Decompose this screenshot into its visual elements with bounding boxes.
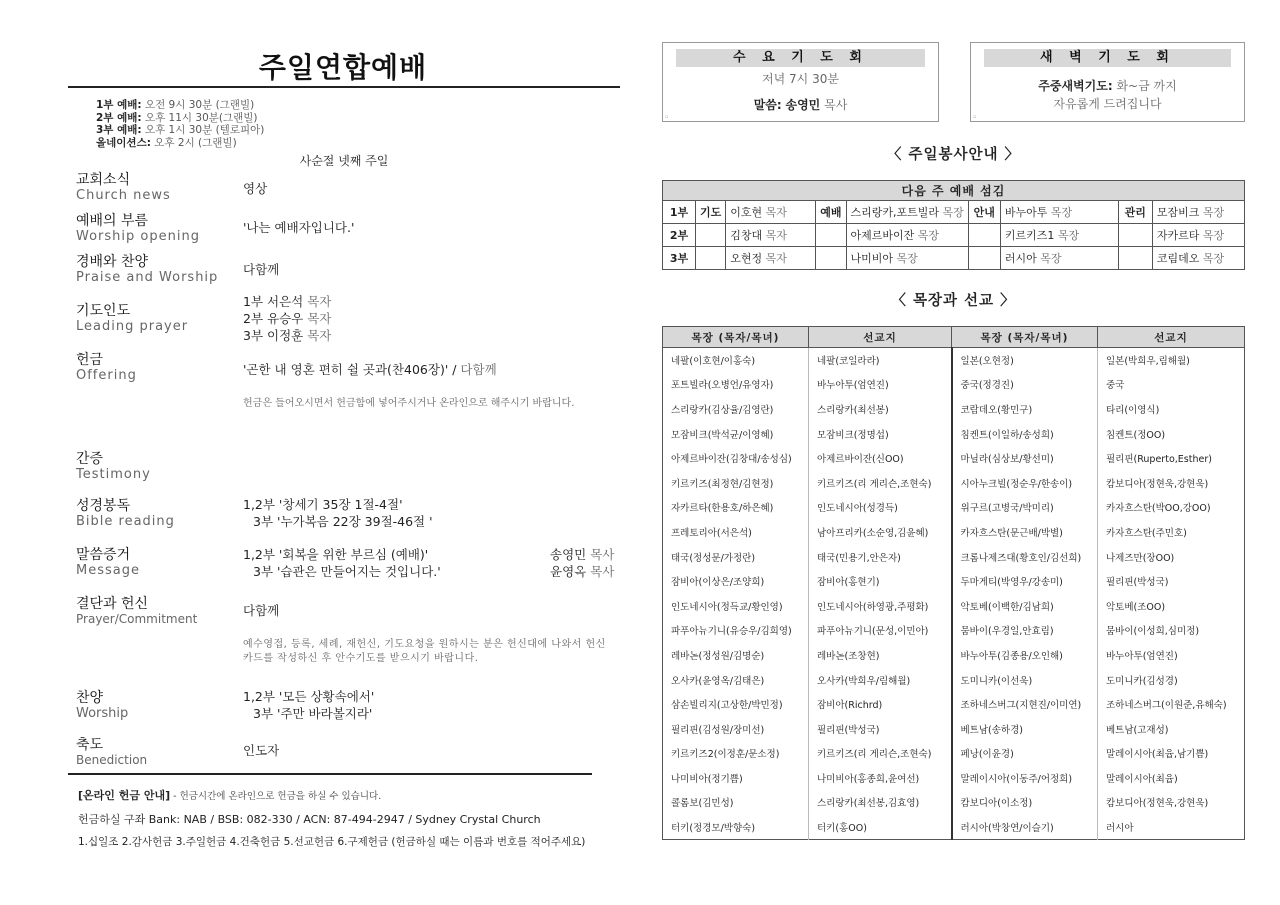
- preacher-name: 윤영옥: [550, 564, 587, 579]
- item-title-ko: 예배의 부름: [76, 213, 149, 229]
- mission-field-cell: 레바논(조창현): [809, 643, 952, 668]
- item-title-ko: 결단과 헌신: [76, 596, 149, 612]
- mission-field-cell: 나미비아(홍종희,윤여선): [809, 766, 952, 791]
- service-time-3: [96, 124, 264, 137]
- online-offering-label: [온라인 헌금 안내]: [78, 789, 171, 802]
- hymn-title-1: 1,2부 '모든 상황속에서': [243, 689, 375, 704]
- empty-cell: [816, 224, 846, 247]
- service-schedule-table: [662, 180, 1245, 270]
- service-time-4: [96, 137, 264, 150]
- service-time-value: 오후 2시 (그랜빌): [154, 136, 237, 149]
- role-usher: 안내: [968, 201, 1000, 224]
- mission-field-cell: 바누아투(엄연진): [809, 372, 952, 397]
- mission-header-row: [663, 327, 1245, 348]
- server-name: 오현정: [730, 252, 763, 265]
- prayer-leader: [243, 327, 331, 344]
- worship-server: [846, 224, 968, 247]
- preacher-title: 목사: [590, 564, 615, 579]
- mission-table-body: [663, 348, 1245, 840]
- mission-field-cell: 오사카(박희우/림해월): [809, 667, 952, 692]
- corner-mark: ▫: [665, 114, 669, 120]
- service-time-label: 올네이션스:: [96, 136, 151, 149]
- prayer-leader: [243, 310, 331, 327]
- wednesday-speaker: [663, 96, 938, 113]
- table-row: [663, 593, 1245, 618]
- dawn-prayer-days: 화~금 까지: [1116, 79, 1177, 93]
- service-time-value: 오후 11시 30분(그랜빌): [144, 111, 258, 124]
- service-time-value: 오전 9시 30분 (그랜빌): [144, 99, 255, 111]
- mission-field-cell: 잠비아(홍현기): [809, 569, 952, 594]
- service-times: [96, 99, 264, 149]
- group-cell: 포트빌라(오병언/유영자): [663, 372, 809, 397]
- group-cell: 나미비아(정기쁨): [663, 766, 809, 791]
- server-title: 목장: [942, 206, 964, 219]
- table-row: [663, 495, 1245, 520]
- service-time-label: 3부 예배:: [96, 124, 142, 136]
- service-part: 1부: [663, 201, 696, 224]
- service-row: [663, 201, 1245, 224]
- service-time-1: [96, 99, 264, 112]
- mission-field-cell: 키르키즈(리 게리슨,조현숙): [809, 470, 952, 495]
- group-cell: 콜롬보(김민성): [663, 790, 809, 815]
- sermon-titles: [243, 546, 441, 580]
- mission-field-cell: 타리(이영식): [1106, 404, 1160, 416]
- usher-server: [1000, 201, 1118, 224]
- mission-field-cell: 남아프리카(소순영,김윤혜): [809, 520, 952, 545]
- group-cell: 스리랑카(김상율/김영란): [663, 397, 809, 422]
- bible-passage-1: 1,2부 '창세기 35장 1절-4절': [243, 497, 403, 512]
- group-cell: 침켄트(이일하/송성희): [952, 421, 1098, 446]
- server-title: 목장: [1050, 206, 1073, 219]
- table-row: [663, 618, 1245, 643]
- server-title: 목자: [765, 229, 787, 242]
- order-item-opening: [76, 213, 200, 244]
- order-item-hymn: [76, 690, 128, 721]
- order-item-prayer: [76, 303, 188, 334]
- offering-hymn: [243, 361, 497, 378]
- group-cell: 도미니카(이선욱): [952, 667, 1098, 692]
- table-row: [663, 643, 1245, 668]
- prayer-server: [726, 201, 816, 224]
- mission-field-cell: 바누아투(엄연진): [1106, 650, 1178, 662]
- server-title: 목장: [1202, 252, 1225, 265]
- preacher-1: [550, 546, 614, 563]
- mission-field-cell: 파푸아뉴기니(문성,이민아): [809, 618, 952, 643]
- server-title: 목장: [1040, 252, 1062, 265]
- sermon-title-1: 1,2부 '회복을 위한 부르심 (예배)': [243, 547, 429, 562]
- item-title-en: Worship opening: [76, 229, 200, 244]
- mission-field-cell: 말레이시아(최윱,남기쁨): [1106, 749, 1209, 761]
- order-item-offering: [76, 352, 137, 383]
- group-cell: 캄보디아(이소정): [952, 790, 1098, 815]
- speaker-label: 말씀:: [753, 98, 782, 112]
- dawn-prayer-box: [970, 42, 1245, 122]
- group-cell: 인도네시아(정득교/황인영): [663, 593, 809, 618]
- mission-field-cell: 나제즈만(장OO): [1106, 552, 1175, 564]
- mission-field-cell: 필리핀(박성국): [809, 716, 952, 741]
- item-title-en: Testimony: [76, 467, 151, 482]
- prayer-server: [726, 224, 816, 247]
- leader-name: 1부 서은석: [243, 294, 304, 309]
- mission-field-cell: 카자흐스탄(주민호): [1106, 527, 1187, 539]
- leader-title: 목자: [307, 294, 332, 309]
- mission-field-cell: 인도네시아(성경득): [809, 495, 952, 520]
- sermon-title-2: 3부 '습관은 만들어지는 것입니다.': [253, 564, 441, 579]
- mission-field-cell: 침켄트(정OO): [1106, 429, 1166, 441]
- table-row: [663, 790, 1245, 815]
- table-row: [663, 446, 1245, 471]
- commitment-content: 다함께: [243, 603, 280, 618]
- group-cell: 오사카(윤영옥/김태은): [663, 667, 809, 692]
- service-part: 3부: [663, 247, 696, 270]
- mission-field-cell: 필리핀(Ruperto,Esther): [1106, 454, 1212, 466]
- item-title-ko: 기도인도: [76, 303, 131, 319]
- preachers: [550, 546, 614, 580]
- item-title-ko: 말씀증거: [76, 547, 131, 563]
- empty-cell: [696, 247, 726, 270]
- service-row: [663, 247, 1245, 270]
- mission-field-cell: 잠비아(Richrd): [809, 692, 952, 717]
- mission-field-cell: 뭄바이(이성희,심미정): [1106, 626, 1200, 638]
- role-manager: 관리: [1118, 201, 1152, 224]
- liturgical-season: 사순절 넷째 주일: [299, 154, 389, 168]
- item-title-ko: 교회소식: [76, 172, 131, 188]
- item-title-ko: 헌금: [76, 352, 104, 368]
- server-name: 자카르타: [1156, 229, 1200, 242]
- group-cell: 일본(오현정): [952, 348, 1098, 373]
- group-cell: 뭄바이(우경일,안효림): [952, 618, 1098, 643]
- hymn-titles: [243, 688, 374, 722]
- dawn-prayer-note: 자유롭게 드려집니다: [1053, 97, 1162, 111]
- leader-title: 목자: [307, 328, 332, 343]
- wednesday-prayer-box: [662, 42, 939, 122]
- group-cell: 조하네스버그(지현진/이미연): [952, 692, 1098, 717]
- worship-server: [846, 201, 968, 224]
- item-title-en: Offering: [76, 368, 137, 383]
- mission-field-cell: 중국: [1106, 380, 1125, 392]
- group-cell: 베트남(송하경): [952, 716, 1098, 741]
- mission-field-cell: 도미니카(김성경): [1106, 675, 1178, 687]
- group-cell: 위구르(고병국/박미리): [952, 495, 1098, 520]
- mission-field-cell: 카자흐스탄(박OO,강OO): [1106, 503, 1211, 515]
- group-cell: 마닐라(심상보/황선미): [952, 446, 1098, 471]
- server-title: 목장: [917, 229, 940, 242]
- praise-content: 다함께: [243, 262, 280, 277]
- mission-section-title: 〈 목장과 선교 〉: [891, 293, 1016, 309]
- item-title-en: Benediction: [76, 753, 148, 767]
- usher-server: [1000, 247, 1118, 270]
- group-cell: 러시아(박창연/이슬기): [952, 815, 1098, 840]
- order-item-praise: [76, 254, 218, 285]
- table-row: [663, 470, 1245, 495]
- bible-passage-2: 3부 '누가복음 22장 39절-46절 ': [253, 514, 433, 529]
- leader-name: 2부 유승우: [243, 311, 304, 326]
- group-cell: 모잠비크(박석균/이영혜): [663, 421, 809, 446]
- mission-field-cell: 인도네시아(하영광,주평화): [809, 593, 952, 618]
- group-cell: 태국(정성문/가정란): [663, 544, 809, 569]
- benediction-content: 인도자: [243, 743, 280, 758]
- server-name: 이호현: [730, 206, 763, 219]
- mission-field-cell: 캄보디아(정현욱,강현욱): [1106, 478, 1209, 490]
- item-title-en: Bible reading: [76, 514, 175, 529]
- empty-cell: [968, 247, 1000, 270]
- item-title-ko: 간증: [76, 451, 104, 467]
- group-cell: 레바논(정성원/김명순): [663, 643, 809, 668]
- group-cell: 터키(정경모/박향숙): [663, 815, 809, 840]
- item-title-en: Leading prayer: [76, 319, 189, 334]
- server-name: 김창대: [730, 229, 763, 242]
- item-title-ko: 경배와 찬양: [76, 254, 149, 270]
- column-header: 선교지: [1098, 327, 1245, 348]
- table-row: [663, 815, 1245, 840]
- empty-cell: [1118, 224, 1152, 247]
- server-title: 목자: [765, 206, 787, 219]
- empty-cell: [968, 224, 1000, 247]
- corner-mark: ▫: [973, 114, 977, 120]
- page-title: 주일연합예배: [258, 51, 428, 84]
- dawn-prayer-title: 새 벽 기 도 회: [984, 49, 1231, 67]
- offering-who: 다함께: [460, 362, 497, 377]
- service-time-label: 2부 예배:: [96, 111, 142, 124]
- item-title-en: Praise and Worship: [76, 270, 219, 285]
- speaker-name: 송영민: [785, 98, 821, 112]
- usher-server: [1000, 224, 1118, 247]
- group-cell: 아제르바이잔(김창대/송성심): [663, 446, 809, 471]
- group-cell: 코람데오(황민구): [952, 397, 1098, 422]
- server-name: 바누아투: [1004, 206, 1048, 219]
- server-title: 목자: [765, 252, 787, 265]
- offering-hymn-title: '곤한 내 영혼 편히 쉴 곳과(찬406장)' /: [243, 362, 457, 377]
- group-cell: 네팔(이호현/이홍숙): [663, 348, 809, 373]
- offering-note: 헌금은 들어오시면서 헌금함에 넣어주시거나 온라인으로 해주시기 바랍니다.: [243, 398, 575, 409]
- worship-server: [846, 247, 968, 270]
- mission-field-cell: 키르키즈(리 게리슨,조현숙): [809, 741, 952, 766]
- order-item-news: [76, 172, 171, 203]
- opening-content: '나는 예배자입니다.': [243, 220, 355, 235]
- bible-passages: [243, 496, 433, 530]
- group-cell: 바누아투(김종용/오인해): [952, 643, 1098, 668]
- group-cell: 악토베(이백한/김남희): [952, 593, 1098, 618]
- mission-field-cell: 스리랑카(최선봉): [809, 397, 952, 422]
- leader-name: 3부 이정훈: [243, 328, 304, 343]
- bank-account-info: 헌금하실 구좌 Bank: NAB / BSB: 082-330 / ACN: 87-494-2947 / Sydney Crystal Church: [78, 813, 541, 826]
- mission-field-cell: 모잠비크(정명섭): [809, 421, 952, 446]
- mission-field-cell: 일본(박희우,림해월): [1106, 356, 1190, 368]
- group-cell: 파푸아뉴기니(유승우/김희영): [663, 618, 809, 643]
- preacher-title: 목사: [590, 547, 615, 562]
- server-name: 모잠비크: [1156, 206, 1200, 219]
- service-table-caption: 다음 주 예배 섬김: [663, 181, 1245, 201]
- server-name: 스리랑카,포트빌라: [850, 206, 940, 219]
- mission-field-cell: 아제르바이잔(신OO): [809, 446, 952, 471]
- group-cell: 시아누크빌(정순우/한송이): [952, 470, 1098, 495]
- title-divider: [68, 86, 620, 88]
- group-cell: 중국(정경진): [952, 372, 1098, 397]
- group-cell: 키르키즈(최정현/김현정): [663, 470, 809, 495]
- server-title: 목장: [1202, 229, 1225, 242]
- empty-cell: [696, 224, 726, 247]
- order-item-commitment: [76, 596, 197, 627]
- prayer-leaders: [243, 293, 331, 344]
- mission-field-cell: 조하네스버그(이원준,유해숙): [1106, 700, 1227, 712]
- mission-field-cell: 캄보디아(정현욱,강현욱): [1106, 798, 1209, 810]
- column-header: 목장 (목자/목녀): [952, 327, 1098, 348]
- server-name: 코림데오: [1156, 252, 1200, 265]
- online-offering-note: - 헌금시간에 온라인으로 헌금을 하실 수 있습니다.: [170, 791, 382, 802]
- server-title: 목장: [1057, 229, 1080, 242]
- table-row: [663, 372, 1245, 397]
- group-cell: 필리핀(김성원/장미선): [663, 716, 809, 741]
- item-title-en: Church news: [76, 188, 171, 203]
- mission-field-cell: 스리랑카(최선봉,김효영): [809, 790, 952, 815]
- manager-server: [1152, 201, 1244, 224]
- mission-table: [662, 326, 1245, 840]
- offering-categories: 1.십일조 2.감사헌금 3.주일헌금 4.건축헌금 5.선교헌금 6.구제헌금 (헌금하실 때는 이름과 번호를 적어주세요): [78, 836, 586, 848]
- order-item-benediction: [76, 737, 147, 768]
- manager-server: [1152, 224, 1244, 247]
- table-row: [663, 741, 1245, 766]
- service-time-value: 오후 1시 30분 (텔로피아): [144, 124, 265, 136]
- mission-field-cell: 태국(민용기,안은자): [809, 544, 952, 569]
- mission-field-cell: 악토베(조OO): [1106, 601, 1166, 613]
- service-section-title: 〈 주일봉사안내 〉: [886, 147, 1021, 163]
- column-header: 목장 (목자/목녀): [663, 327, 809, 348]
- group-cell: 말레이시아(이동주/어정희): [952, 766, 1098, 791]
- item-title-en: Prayer/Commitment: [76, 612, 198, 626]
- preacher-2: [550, 563, 614, 580]
- service-time-2: [96, 112, 264, 125]
- group-cell: 삼손빌리지(고상한/박민정): [663, 692, 809, 717]
- prayer-server: [726, 247, 816, 270]
- group-cell: 카자흐스탄(문근배/박별): [952, 520, 1098, 545]
- online-offering-notice: [78, 787, 381, 803]
- footer-divider: [68, 773, 592, 775]
- empty-cell: [1118, 247, 1152, 270]
- server-name: 아제르바이잔: [850, 229, 915, 242]
- order-item-message: [76, 547, 140, 578]
- table-row: [663, 766, 1245, 791]
- mission-field-cell: 네팔(코일라라): [809, 348, 952, 373]
- service-row: [663, 224, 1245, 247]
- table-row: [663, 520, 1245, 545]
- server-name: 러시아: [1004, 252, 1037, 265]
- group-cell: 페낭(이윤경): [952, 741, 1098, 766]
- service-time-label: 1부 예배:: [96, 99, 142, 111]
- mission-field-cell: 베트남(고재성): [1106, 724, 1169, 736]
- news-content: 영상: [243, 181, 268, 196]
- dawn-prayer-schedule: [971, 77, 1244, 94]
- group-cell: 프레토리아(서은석): [663, 520, 809, 545]
- dawn-prayer-label: 주중새벽기도:: [1038, 79, 1113, 93]
- group-cell: 자카르타(한용호/하은혜): [663, 495, 809, 520]
- group-cell: 잠비아(이상은/조양희): [663, 569, 809, 594]
- mission-field-cell: 터키(홍OO): [809, 815, 952, 840]
- commitment-note: 예수영접, 등록, 세례, 재헌신, 기도요청을 원하시는 분은 헌신대에 나와서 헌신카드를 작성하신 후 안수기도를 받으시기 바랍니다.: [243, 639, 606, 664]
- group-cell: 키르키즈2(이정훈/문소정): [663, 741, 809, 766]
- server-title: 목장: [1202, 206, 1225, 219]
- service-part: 2부: [663, 224, 696, 247]
- item-title-ko: 성경봉독: [76, 498, 131, 514]
- table-row: [663, 397, 1245, 422]
- speaker-title: 목사: [824, 98, 848, 112]
- preacher-name: 송영민: [550, 547, 587, 562]
- prayer-leader: [243, 293, 331, 310]
- role-prayer: 기도: [696, 201, 726, 224]
- table-row: [663, 348, 1245, 373]
- group-cell: 크롬나제즈대(황호인/김선희): [952, 544, 1098, 569]
- table-row: [663, 421, 1245, 446]
- mission-field-cell: 말레이시아(최윱): [1106, 773, 1178, 785]
- server-title: 목장: [896, 252, 918, 265]
- wednesday-prayer-time: 저녁 7시 30분: [762, 72, 839, 86]
- item-title-ko: 찬양: [76, 690, 104, 706]
- table-row: [663, 716, 1245, 741]
- item-title-ko: 축도: [76, 737, 104, 753]
- empty-cell: [816, 247, 846, 270]
- server-name: 키르키즈1: [1004, 229, 1055, 242]
- order-item-testimony: [76, 451, 151, 482]
- manager-server: [1152, 247, 1244, 270]
- table-row: [663, 544, 1245, 569]
- mission-field-cell: 필리핀(박성국): [1106, 577, 1169, 589]
- order-item-bible: [76, 498, 175, 529]
- column-header: 선교지: [809, 327, 952, 348]
- server-name: 나미비아: [850, 252, 894, 265]
- item-title-en: Message: [76, 563, 140, 578]
- leader-title: 목자: [307, 311, 332, 326]
- wednesday-prayer-title: 수 요 기 도 회: [676, 49, 925, 67]
- hymn-title-2: 3부 '주만 바라볼지라': [253, 706, 373, 721]
- table-row: [663, 569, 1245, 594]
- table-row: [663, 692, 1245, 717]
- table-row: [663, 667, 1245, 692]
- item-title-en: Worship: [76, 706, 129, 721]
- role-worship: 예배: [816, 201, 846, 224]
- mission-field-cell: 러시아: [1106, 822, 1134, 834]
- group-cell: 두마게티(박영우/강송미): [952, 569, 1098, 594]
